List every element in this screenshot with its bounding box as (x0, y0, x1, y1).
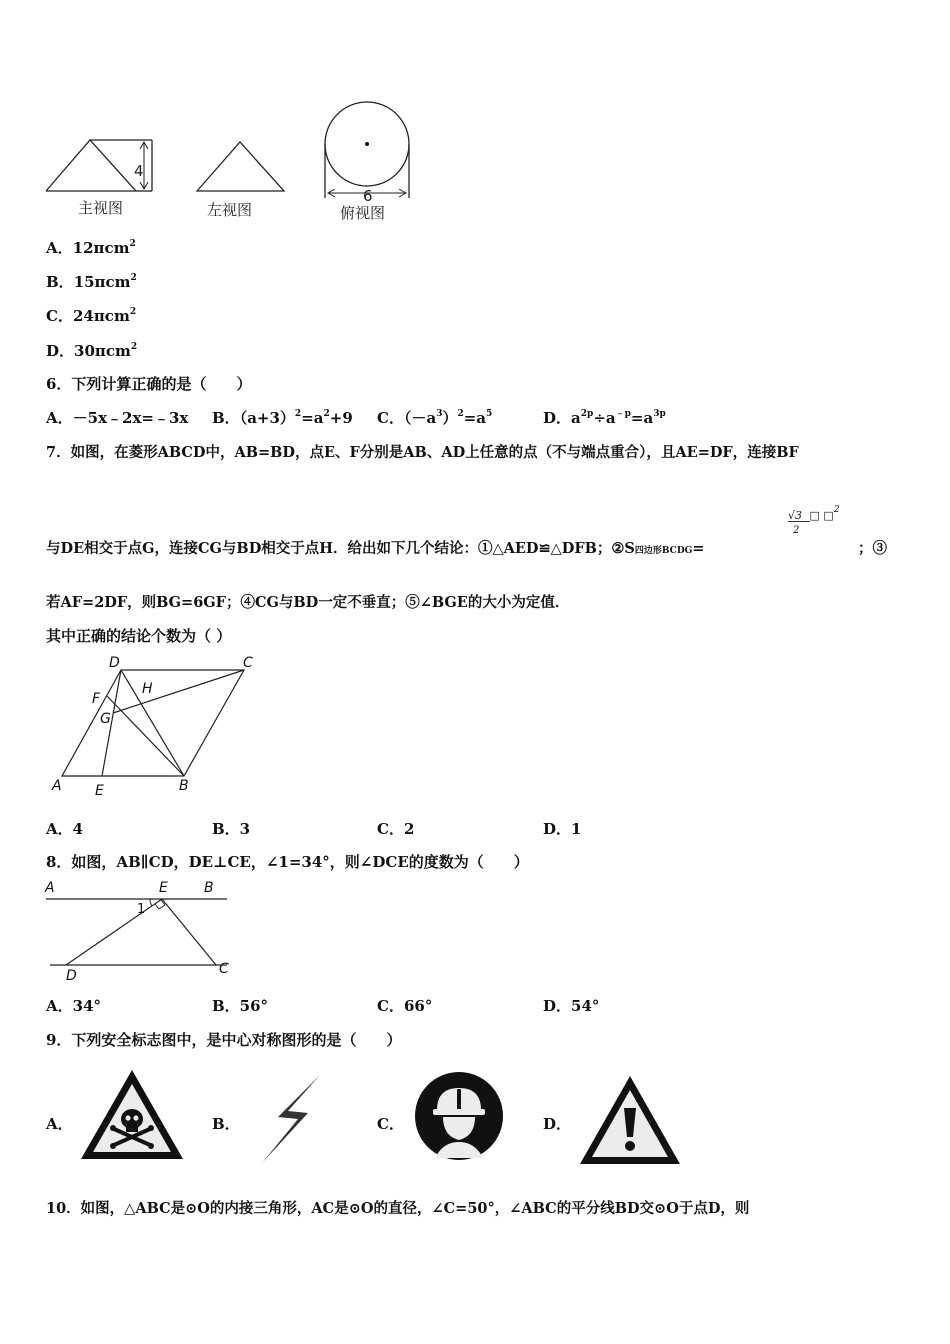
option-part: （－a (403, 409, 437, 427)
top-view (325, 102, 409, 198)
option-exp: 2 (130, 273, 137, 283)
left-view (197, 142, 284, 191)
q7-equals: = (692, 540, 705, 557)
option-value: 15πcm (73, 273, 131, 291)
option-part: =a (301, 409, 324, 427)
option-exp: 2 (457, 409, 464, 419)
q7-subscript: 四边形BCDG (634, 546, 693, 556)
option-letter: A． (46, 239, 73, 257)
rhombus-figure (45, 651, 265, 803)
q7-line3: 若AF=2DF，则BG=6GF；④CG与BD一定不垂直；⑤∠BGE的大小为定值． (46, 594, 570, 611)
q9-stem: 9．下列安全标志图中，是中心对称图形的是（ ） (46, 1031, 402, 1049)
q7-line4: 其中正确的结论个数为（ ） (46, 627, 232, 645)
point-e: E (95, 783, 104, 799)
three-view-figure (40, 100, 430, 225)
option-exp: 2p (580, 409, 594, 419)
fraction-numerator: √3 (788, 509, 803, 522)
height-value: 4 (134, 162, 144, 180)
angle-1-arc (150, 899, 152, 906)
option-letter: C． (377, 409, 404, 427)
option-part: +9 (329, 409, 353, 427)
q5-option-d (46, 340, 137, 361)
option-value: －5x﹣2x=﹣3x (72, 409, 189, 427)
option-part: =a (630, 409, 654, 427)
option-exp: 2 (323, 409, 330, 419)
q7-option-d: D．1 (543, 820, 582, 838)
q7-option-c: C．2 (377, 820, 415, 838)
segment-ed (66, 899, 162, 965)
q7-option-b: B．3 (212, 820, 251, 838)
option-letter: D． (46, 342, 75, 360)
q7-line2-tail: ；③ (858, 540, 887, 557)
point-h: H (142, 681, 153, 697)
q8-option-c: C．66° (377, 997, 433, 1015)
q10-stem: 10．如图，△ABC是⊙O的内接三角形，AC是⊙O的直径，∠C=50°，∠ABC的平分线BD交⊙O于点D，则 (46, 1200, 750, 1217)
skull-warning-sign-icon (80, 1067, 185, 1162)
point-b: B (204, 880, 214, 896)
top-view-label: 俯视图 (340, 204, 386, 222)
point-d: D (109, 655, 120, 671)
exclamation-warning-sign-icon (578, 1073, 682, 1167)
center-point (365, 142, 369, 146)
point-g: G (100, 711, 111, 727)
q6-option-a (46, 407, 188, 428)
option-letter: B． (46, 273, 74, 291)
option-exp: 2 (294, 409, 302, 419)
q5-option-a (46, 237, 136, 258)
q6-option-c (377, 407, 492, 428)
point-a: A (45, 880, 55, 896)
fraction-exp: 2 (833, 505, 840, 515)
point-c: C (243, 655, 253, 671)
option-letter: B． (212, 409, 240, 427)
option-exp: 3p (653, 409, 666, 419)
q8-option-d: D．54° (543, 997, 600, 1015)
diameter-value: 6 (363, 187, 373, 205)
option-exp: 2 (130, 342, 138, 352)
option-letter: A． (46, 409, 73, 427)
option-part: （a+3） (239, 409, 295, 427)
option-part: ÷a (593, 409, 616, 427)
angle-1-label: 1 (137, 902, 146, 917)
option-letter: D． (543, 409, 572, 427)
option-exp: 3 (436, 409, 443, 419)
q5-option-c (46, 305, 136, 326)
q6-option-b (212, 407, 353, 428)
q7-line2 (46, 537, 704, 558)
fraction-bar (788, 521, 810, 522)
segment-bf (107, 696, 184, 776)
left-view-label: 左视图 (207, 201, 253, 219)
option-part: =a (463, 409, 487, 427)
option-letter: C． (46, 307, 73, 325)
segment-ec (162, 899, 216, 965)
point-b: B (179, 778, 189, 794)
option-value: 30πcm (74, 342, 131, 360)
q9-letter-b: B． (212, 1115, 240, 1133)
fraction-denominator: 2 (793, 525, 800, 536)
option-exp: ﹣p (615, 409, 631, 419)
option-exp: 5 (486, 409, 493, 419)
q8-option-a: A．34° (46, 997, 102, 1015)
safety-helmet-sign-icon (413, 1070, 505, 1162)
parallel-lines-figure (42, 878, 237, 983)
option-exp: 2 (129, 239, 136, 249)
q5-option-b (46, 271, 137, 292)
q9-letter-a: A． (46, 1115, 73, 1133)
point-f: F (92, 691, 101, 707)
q7-line1: 7．如图，在菱形ABCD中，AB=BD，点E、F分别是AB、AD上任意的点（不与端点重合），且AE=DF，连接BF (46, 444, 799, 461)
fraction-tail: □ □ (809, 509, 834, 522)
point-e: E (159, 880, 168, 896)
lightning-bolt-icon (258, 1073, 326, 1165)
q8-option-b: B．56° (212, 997, 269, 1015)
q8-stem: 8．如图，AB∥CD，DE⊥CE，∠1=34°，则∠DCE的度数为（ ） (46, 853, 529, 871)
option-value: 24πcm (72, 307, 130, 325)
option-exp: 2 (129, 307, 137, 317)
q7-line2-text: 与DE相交于点G，连接CG与BD相交于点H．给出如下几个结论：①△AED≌△DFB；②S (46, 540, 635, 557)
point-a: A (52, 778, 62, 794)
option-value: 12πcm (72, 239, 130, 257)
segment-cg (113, 670, 244, 713)
q6-stem: 6．下列计算正确的是（ ） (46, 375, 252, 393)
q9-letter-c: C． (377, 1115, 404, 1133)
option-part: ） (442, 409, 458, 427)
option-part: a (571, 409, 581, 427)
point-c: C (219, 961, 229, 977)
front-view-label: 主视图 (78, 199, 124, 217)
point-d: D (66, 968, 77, 983)
q9-letter-d: D． (543, 1115, 572, 1133)
q6-option-d (543, 407, 666, 428)
q7-option-a: A．4 (46, 820, 84, 838)
